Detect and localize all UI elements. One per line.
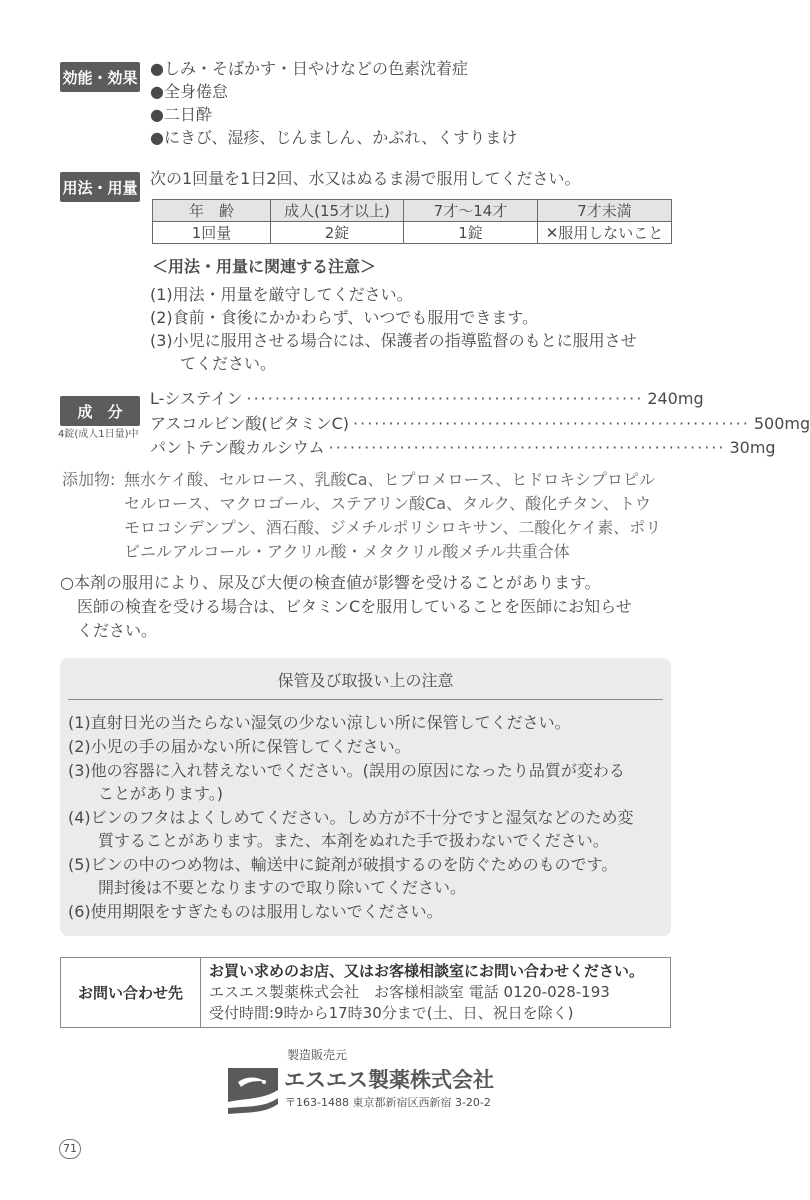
ingredient-name: アスコルビン酸(ビタミンC) [150,414,350,433]
contact-line: 受付時間:9時から17時30分まで(土、日、祝日を除く) [209,1004,574,1022]
efficacy-item: ●しみ・そばかす・日やけなどの色素沈着症 [150,59,468,78]
storage-item: 質することがあります。また、本剤をぬれた手で扱わないでください。 [98,831,609,850]
dosage-label: 用法・用量 [60,172,140,202]
test-note-line: ○本剤の服用により、尿及び大便の検査値が影響を受けることがあります。 [60,573,601,592]
test-note-line: 医師の検査を受ける場合は、ビタミンCを服用していることを医師にお知らせ [77,597,632,616]
page-number: 71 [59,1139,81,1159]
storage-title-rule [68,699,663,700]
ingredient-row [150,413,810,435]
test-note-line: ください。 [77,621,158,640]
ingredient-amount: 30mg [729,438,776,457]
additives-label: 添加物: [62,470,116,489]
efficacy-item: ●にきび、湿疹、じんましん、かぶれ、くすりまけ [150,128,518,147]
leader-dots: ························································ [246,389,644,408]
contact-box [60,957,671,1028]
dosage-table-row [153,222,672,244]
manufacturer-address: 〒163-1488 東京都新宿区西新宿 3-20-2 [285,1096,491,1109]
contact-label: お問い合わせ先 [61,958,201,1027]
leader-dots: ························································ [353,414,750,433]
dosage-table [152,199,672,244]
ingredient-row [150,437,776,459]
dosage-note: てください。 [180,354,277,373]
storage-item: 開封後は不要となりますので取り除いてください。 [98,878,467,897]
efficacy-label: 効能・効果 [60,62,140,92]
efficacy-item: ●全身倦怠 [150,82,228,101]
additives-line: モロコシデンプン、酒石酸、ジメチルポリシロキサン、二酸化ケイ素、ポリ [124,518,662,537]
dosage-intro: 次の1回量を1日2回、水又はぬるま湯で服用してください。 [150,169,581,188]
dosage-note: (2)食前・食後にかかわらず、いつでも服用できます。 [150,308,539,327]
dosage-table-header: 7才～14才 [404,200,538,222]
dosage-note: (3)小児に服用させる場合には、保護者の指導監督のもとに服用させ [150,331,637,350]
dosage-table-cell: ✕服用しないこと [538,222,672,244]
dosage-table-cell: 1回量 [153,222,271,244]
dosage-table-cell: 1錠 [404,222,538,244]
contact-line: エスエス製薬株式会社 お客様相談室 電話 0120-028-193 [209,983,610,1001]
storage-item: (3)他の容器に入れ替えないでください。(誤用の原因になったり品質が変わる [68,761,625,780]
ingredient-name: L-システイン [150,389,243,408]
storage-item: (6)使用期限をすぎたものは服用しないでください。 [68,902,443,921]
storage-item: ことがあります。) [98,784,223,803]
ingredients-sublabel: 4錠(成人1日量)中 [58,429,139,440]
dosage-notes-title: ＜用法・用量に関連する注意＞ [152,257,377,276]
company-logo-icon [228,1068,278,1120]
storage-item: (2)小児の手の届かない所に保管してください。 [68,737,411,756]
manufacturer-name: エスエス製薬株式会社 [284,1068,494,1092]
dosage-table-cell: 2錠 [271,222,404,244]
dosage-table-header: 7才未満 [538,200,672,222]
additives-line: セルロース、マクロゴール、ステアリン酸Ca、タルク、酸化チタン、トウ [124,494,652,513]
dosage-note: (1)用法・用量を厳守してください。 [150,285,413,304]
storage-item: (1)直射日光の当たらない湿気の少ない涼しい所に保管してください。 [68,713,571,732]
ingredient-amount: 500mg [753,414,810,433]
additives-line: ビニルアルコール・アクリル酸・メタクリル酸メチル共重合体 [124,542,570,561]
storage-box [60,658,671,936]
leader-dots: ························································ [328,438,726,457]
ingredient-amount: 240mg [647,389,704,408]
dosage-table-header-row [153,200,672,222]
additives-line: 無水ケイ酸、セルロース、乳酸Ca、ヒプロメロース、ヒドロキシプロピル [124,470,656,489]
ingredient-name: パントテン酸カルシウム [150,438,325,457]
manufacturer-caption: 製造販売元 [287,1048,348,1062]
storage-item: (4)ビンのフタはよくしめてください。しめ方が不十分ですと湿気などのため変 [68,808,634,827]
storage-title: 保管及び取扱い上の注意 [277,671,454,690]
ingredient-row [150,388,704,410]
dosage-table-header: 成人(15才以上) [271,200,404,222]
ingredients-label: 成 分 [60,396,140,426]
efficacy-item: ●二日酔 [150,105,212,124]
contact-line: お買い求めのお店、又はお客様相談室にお問い合わせください。 [209,962,645,980]
dosage-table-header: 年 齢 [153,200,271,222]
storage-item: (5)ビンの中のつめ物は、輸送中に錠剤が破損するのを防ぐためのものです。 [68,855,618,874]
